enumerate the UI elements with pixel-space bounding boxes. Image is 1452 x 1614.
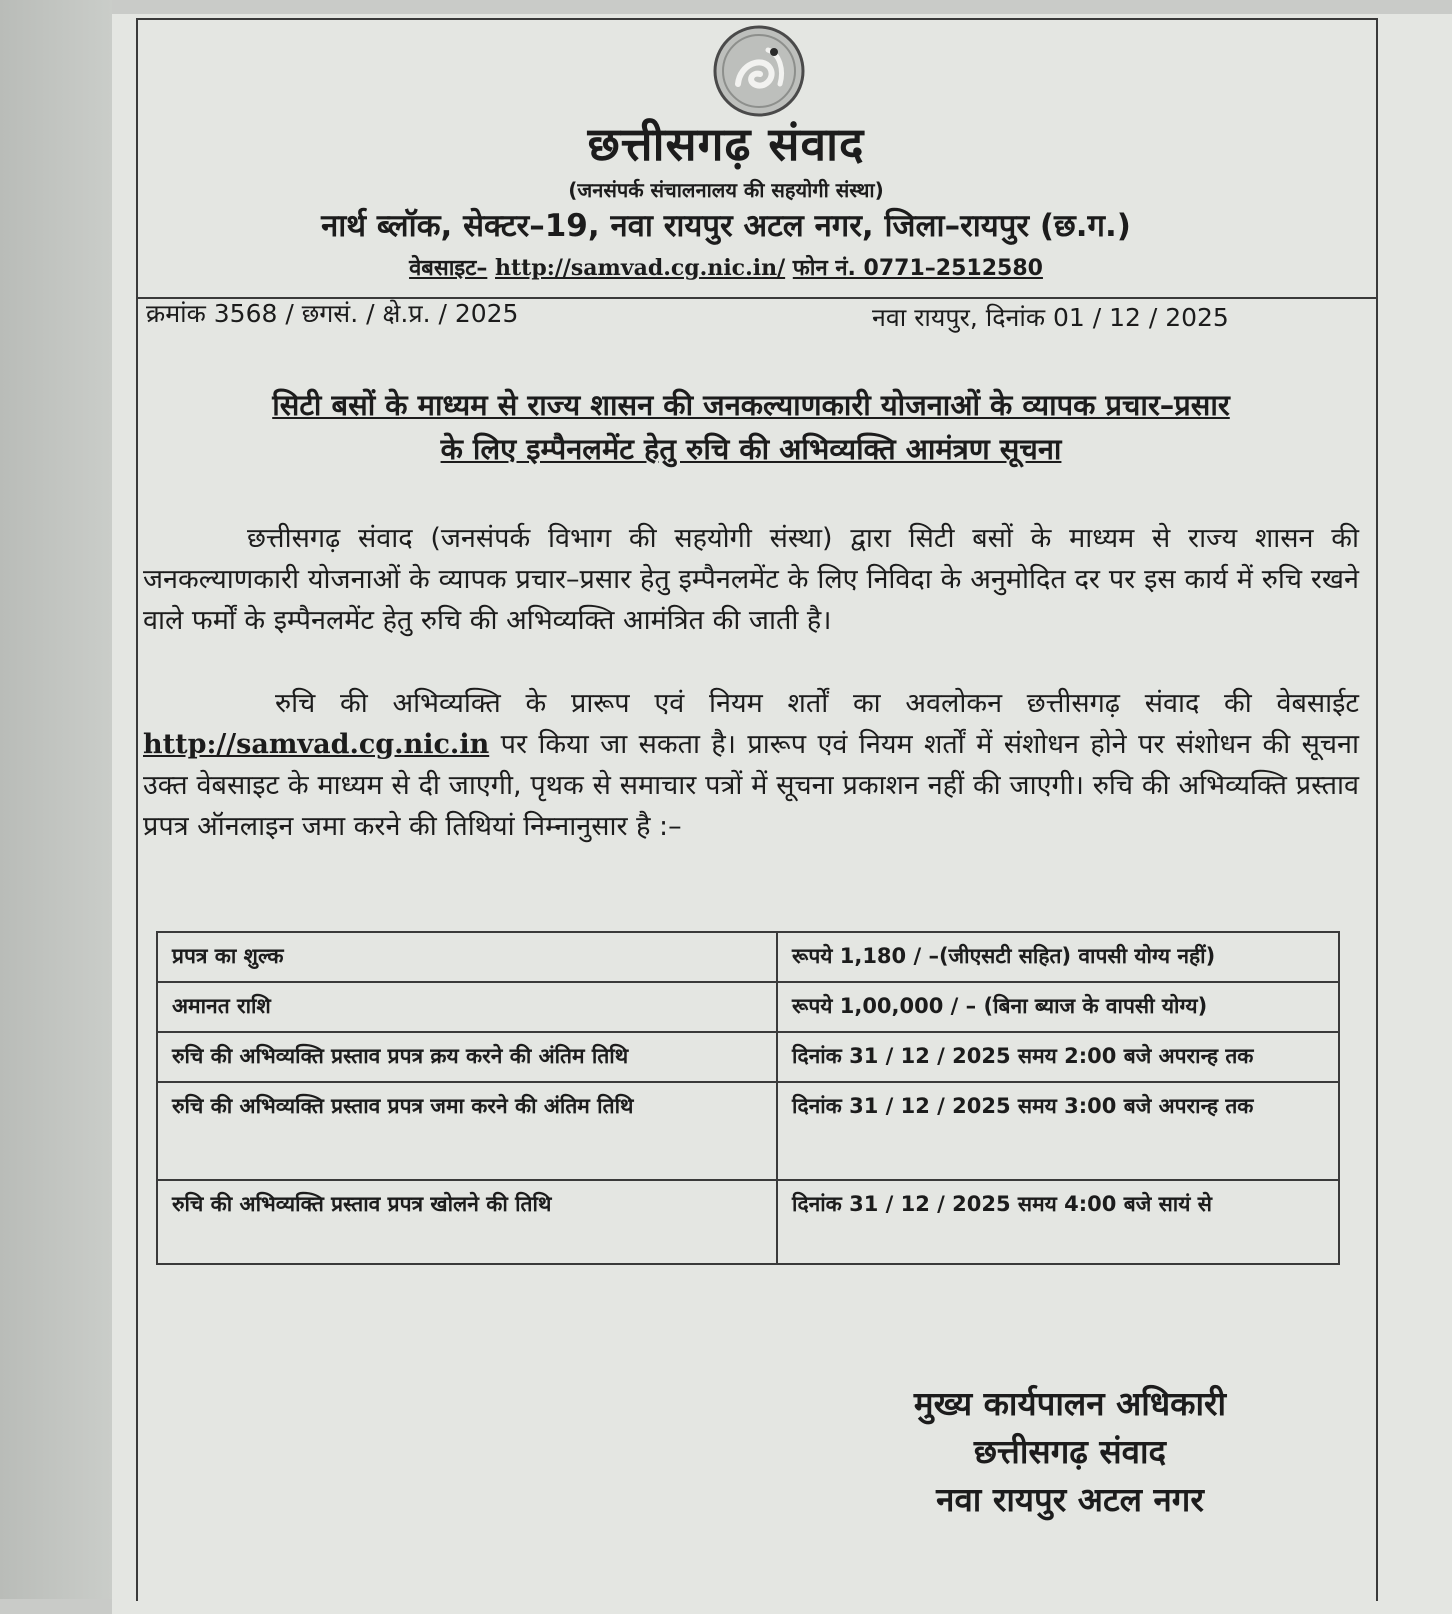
table-row bbox=[157, 1082, 1339, 1180]
reference-number: क्रमांक 3568 / छगसं. / क्षे.प्र. / 2025 bbox=[146, 299, 519, 328]
signatory-title: मुख्य कार्यपालन अधिकारी bbox=[913, 1384, 1227, 1423]
org-address: नार्थ ब्लॉक, सेक्टर–19, नवा रायपुर अटल नगर, जिला–रायपुर (छ.ग.) bbox=[321, 208, 1131, 244]
subject-line-1: सिटी बसों के माध्यम से राज्य शासन की जनकल्याणकारी योजनाओं के व्यापक प्रचार–प्रसार bbox=[272, 388, 1230, 422]
samvad-logo-icon bbox=[710, 24, 808, 118]
schedule-table bbox=[156, 931, 1340, 1265]
website-label: वेबसाइट– bbox=[409, 256, 488, 281]
para2-text-before: रुचि की अभिव्यक्ति के प्रारूप एवं नियम शर्तों का अवलोकन छत्तीसगढ़ संवाद की वेबसाईट bbox=[275, 688, 1359, 719]
org-contact bbox=[0, 252, 1452, 282]
table-row bbox=[157, 1032, 1339, 1082]
row-value: रूपये 1,00,000 / – (बिना ब्याज के वापसी योग्य) bbox=[777, 982, 1339, 1032]
row-value: दिनांक 31 / 12 / 2025 समय 4:00 बजे सायं से bbox=[777, 1180, 1339, 1264]
table-row bbox=[157, 932, 1339, 982]
org-subtitle: (जनसंपर्क संचालनालय की सहयोगी संस्था) bbox=[568, 178, 884, 202]
body-paragraph-2 bbox=[143, 683, 1359, 847]
row-value: दिनांक 31 / 12 / 2025 समय 3:00 बजे अपरान्ह तक bbox=[777, 1082, 1339, 1180]
table-row bbox=[157, 1180, 1339, 1264]
notice-subject bbox=[145, 383, 1357, 471]
signature-block bbox=[880, 1380, 1260, 1524]
row-label: रुचि की अभिव्यक्ति प्रस्ताव प्रपत्र खोलने की तिथि bbox=[157, 1180, 777, 1264]
table-row bbox=[157, 982, 1339, 1032]
para2-website-link[interactable]: http://samvad.cg.nic.in bbox=[143, 729, 490, 760]
signatory-place: नवा रायपुर अटल नगर bbox=[936, 1480, 1204, 1519]
row-value: दिनांक 31 / 12 / 2025 समय 2:00 बजे अपरान्ह तक bbox=[777, 1032, 1339, 1082]
reference-date: नवा रायपुर, दिनांक 01 / 12 / 2025 bbox=[872, 303, 1229, 332]
row-label: रुचि की अभिव्यक्ति प्रस्ताव प्रपत्र जमा करने की अंतिम तिथि bbox=[157, 1082, 777, 1180]
body-paragraph-1: छत्तीसगढ़ संवाद (जनसंपर्क विभाग की सहयोगी संस्था) द्वारा सिटी बसों के माध्यम से राज्य शासन की जनकल्याणकारी योजनाओं के व्यापक प्रचार–प्रसार हेतु इम्पैनलमेंट के लिए निविदा के अनुमोदित दर पर इस कार्य में रुचि रखने वाले फर्मों के इम्पैनलमेंट हेतु रुचि की अभिव्यक्ति आमंत्रित की जाती है। bbox=[143, 523, 1359, 636]
org-name: छत्तीसगढ़ संवाद bbox=[587, 117, 865, 171]
para2-text-after: पर किया जा सकता है। प्रारूप एवं नियम शर्तों में संशोधन होने पर संशोधन की सूचना उक्त वेबसाइट के माध्यम से दी जाएगी, पृथक से समाचार पत्रों में सूचना प्रकाशन नहीं की जाएगी। रुचि की अभिव्यक्ति प्रस्ताव प्रपत्र ऑनलाइन जमा करने की तिथियां निम्नानुसार है :– bbox=[143, 729, 1359, 842]
subject-line-2: के लिए इम्पैनलमेंट हेतु रुचि की अभिव्यक्ति आमंत्रण सूचना bbox=[440, 432, 1062, 466]
phone-number: फोन नं. 0771–2512580 bbox=[792, 256, 1043, 281]
signatory-org: छत्तीसगढ़ संवाद bbox=[973, 1432, 1167, 1471]
row-label: रुचि की अभिव्यक्ति प्रस्ताव प्रपत्र क्रय करने की अंतिम तिथि bbox=[157, 1032, 777, 1082]
row-label: अमानत राशि bbox=[157, 982, 777, 1032]
website-link[interactable]: http://samvad.cg.nic.in/ bbox=[495, 255, 786, 281]
row-label: प्रपत्र का शुल्क bbox=[157, 932, 777, 982]
row-value: रूपये 1,180 / –(जीएसटी सहित) वापसी योग्य नहीं) bbox=[777, 932, 1339, 982]
